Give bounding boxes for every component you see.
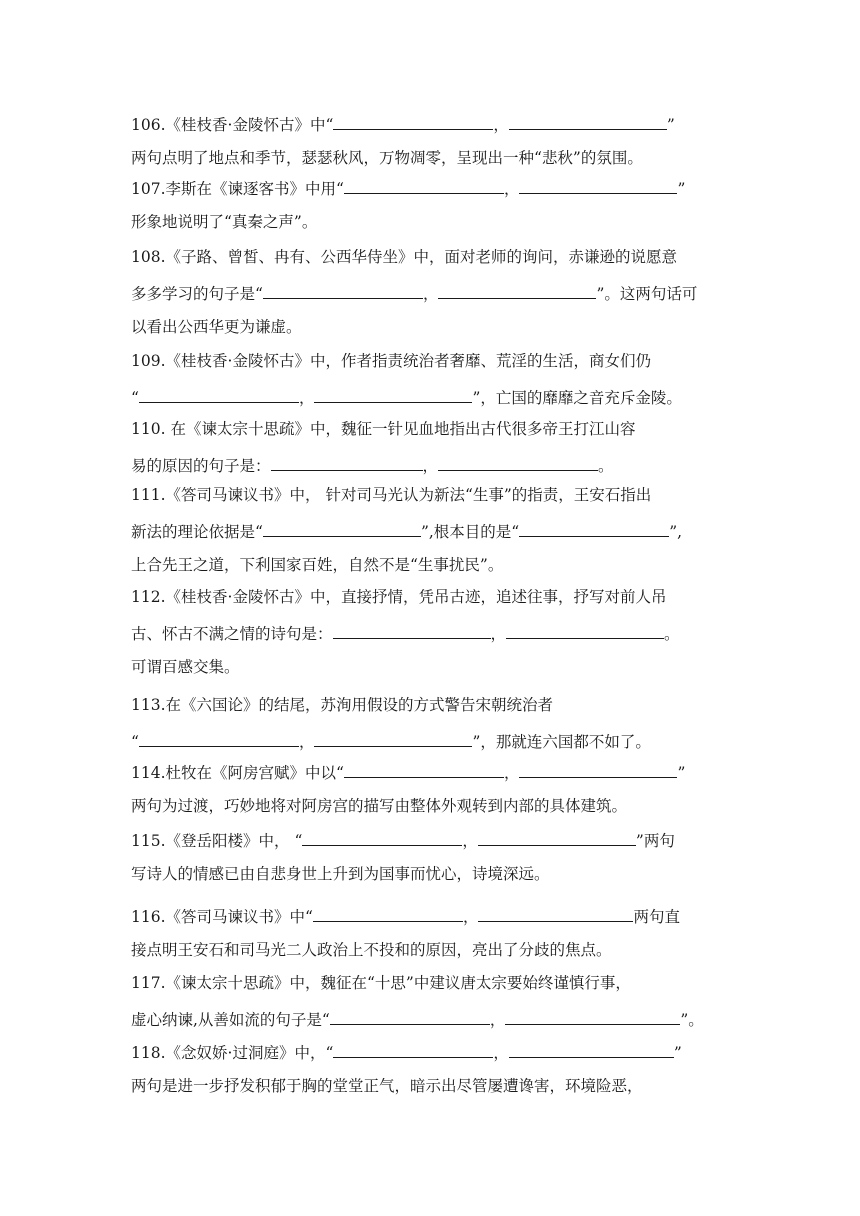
- question-line: [131, 797, 756, 816]
- answer-blank[interactable]: [438, 283, 596, 299]
- question-line: [131, 387, 756, 406]
- question-line: [131, 486, 756, 505]
- question-text: 上合先王之道，下利国家百姓，自然不是“生事扰民”。: [131, 556, 504, 574]
- answer-blank[interactable]: [302, 830, 462, 846]
- question-text: ”: [677, 764, 686, 782]
- question-text: ”两句: [635, 832, 675, 850]
- question-112: [131, 588, 756, 693]
- question-text: 两句点明了地点和季节，瑟瑟秋风，万物凋零，呈现出一种“悲秋”的氛围。: [131, 149, 643, 167]
- question-text: ”。这两句话可: [596, 285, 698, 303]
- question-text: 以看出公西华更为谦虚。: [131, 318, 302, 336]
- question-line: [131, 974, 756, 993]
- question-text: ”,根本目的是“: [420, 523, 520, 541]
- answer-blank[interactable]: [263, 283, 423, 299]
- question-text: 117.《谏太宗十思疏》中，魏征在“十思”中建议唐太宗要始终谨慎行事，: [131, 974, 631, 992]
- question-line: [131, 248, 756, 267]
- question-text: ，: [462, 832, 478, 850]
- question-text: 114.杜牧在《阿房宫赋》中以“: [131, 764, 344, 782]
- question-line: [131, 178, 756, 197]
- question-text: 112.《桂枝香·金陵怀古》中，直接抒情，凭吊古迹，追述往事，抒写对前人吊: [131, 588, 667, 606]
- question-text: 多多学习的句子是“: [131, 285, 263, 303]
- question-line: [131, 906, 756, 925]
- question-106: [131, 114, 756, 184]
- question-line: [131, 1009, 756, 1028]
- question-line: [131, 318, 756, 337]
- question-text: 写诗人的情感已由自悲身世上升到为国事而忧心，诗境深远。: [131, 865, 550, 883]
- question-line: [131, 658, 756, 677]
- question-line: [131, 455, 756, 474]
- question-text: ”，那就连六国都不如了。: [472, 733, 651, 751]
- question-text: 106.《桂枝香·金陵怀古》中“: [131, 116, 334, 134]
- question-line: [131, 941, 756, 960]
- question-text: ，: [503, 764, 520, 782]
- question-text: 。: [598, 457, 614, 475]
- question-line: [131, 830, 756, 849]
- question-117: [131, 974, 756, 1044]
- question-text: ，: [298, 389, 315, 407]
- question-text: ，: [490, 625, 507, 643]
- question-text: ”: [677, 180, 686, 198]
- question-text: 107.李斯在《谏逐客书》中用“: [131, 180, 344, 198]
- answer-blank[interactable]: [314, 387, 472, 403]
- question-line: [131, 556, 756, 575]
- question-text: 113.在《六国论》的结尾，苏洵用假设的方式警告宋朝统治者: [131, 696, 554, 714]
- question-text: ”，亡国的靡靡之音充斥金陵。: [472, 389, 682, 407]
- question-text: ，: [493, 116, 509, 134]
- question-107: [131, 178, 756, 248]
- question-115: [131, 830, 756, 900]
- question-text: 虚心纳谏,从善如流的句子是“: [131, 1011, 330, 1029]
- question-text: 形象地说明了“真秦之声”。: [131, 213, 318, 231]
- question-text: ，: [422, 285, 439, 303]
- answer-blank[interactable]: [333, 1042, 493, 1058]
- question-110: [131, 420, 756, 490]
- question-text: 两句为过渡，巧妙地将对阿房宫的描写由整体外观转到内部的具体建筑。: [131, 797, 628, 815]
- question-line: [131, 865, 756, 884]
- question-111: [131, 486, 756, 591]
- answer-blank[interactable]: [271, 455, 423, 471]
- answer-blank[interactable]: [263, 521, 421, 537]
- answer-blank[interactable]: [519, 178, 677, 194]
- question-text: “: [131, 389, 139, 407]
- question-text: ，: [462, 908, 479, 926]
- answer-blank[interactable]: [509, 1042, 674, 1058]
- question-109: [131, 352, 756, 422]
- question-114: [131, 762, 756, 832]
- answer-blank[interactable]: [519, 762, 677, 778]
- question-text: ，: [489, 1011, 506, 1029]
- question-text: 108.《子路、曾皙、冉有、公西华侍坐》中，面对老师的询问，赤谦逊的说愿意: [131, 248, 678, 266]
- question-text: 118.《念奴娇·过洞庭》中，“: [131, 1044, 334, 1062]
- question-118: [131, 1042, 756, 1112]
- answer-blank[interactable]: [509, 114, 667, 130]
- question-line: [131, 149, 756, 168]
- question-text: 110. 在《谏太宗十思疏》中，魏征一针见血地指出古代很多帝王打江山容: [131, 420, 636, 438]
- question-text: “: [131, 733, 139, 751]
- answer-blank[interactable]: [438, 455, 598, 471]
- question-113: [131, 696, 756, 766]
- question-line: [131, 420, 756, 439]
- question-116: [131, 906, 756, 976]
- question-text: 115.《登岳阳楼》中， “: [131, 832, 303, 850]
- question-108: [131, 248, 756, 353]
- question-text: 116.《答司马谏议书》中“: [131, 908, 313, 926]
- question-line: [131, 762, 756, 781]
- question-text: ，: [422, 457, 439, 475]
- question-text: ”: [673, 1044, 682, 1062]
- answer-blank[interactable]: [519, 521, 669, 537]
- question-text: 。: [664, 625, 680, 643]
- question-line: [131, 283, 756, 302]
- question-line: [131, 114, 756, 133]
- question-line: [131, 731, 756, 750]
- question-line: [131, 1077, 756, 1096]
- question-text: 两句直: [633, 908, 680, 926]
- answer-blank[interactable]: [344, 762, 504, 778]
- question-line: [131, 623, 756, 642]
- answer-blank[interactable]: [478, 830, 636, 846]
- question-text: 109.《桂枝香·金陵怀古》中，作者指责统治者奢靡、荒淫的生活，商女们仍: [131, 352, 651, 370]
- question-text: 新法的理论依据是“: [131, 523, 263, 541]
- question-text: 古、怀古不满之情的诗句是：: [131, 625, 333, 643]
- answer-blank[interactable]: [506, 623, 664, 639]
- question-text: 111.《答司马谏议书》中， 针对司马光认为新法“生事”的指责，王安石指出: [131, 486, 652, 504]
- question-text: 易的原因的句子是：: [131, 457, 271, 475]
- question-text: 接点明王安石和司马光二人政治上不投和的原因，亮出了分歧的焦点。: [131, 941, 612, 959]
- answer-blank[interactable]: [139, 387, 299, 403]
- answer-blank[interactable]: [344, 178, 504, 194]
- question-line: [131, 213, 756, 232]
- answer-blank[interactable]: [313, 906, 463, 922]
- question-line: [131, 1042, 756, 1061]
- question-text: ，: [298, 733, 315, 751]
- question-text: ，: [503, 180, 520, 198]
- answer-blank[interactable]: [314, 731, 472, 747]
- question-text: 两句是进一步抒发积郁于胸的堂堂正气，暗示出尽管屡遭谗害，环境险恶，: [131, 1077, 643, 1095]
- answer-blank[interactable]: [333, 623, 491, 639]
- answer-blank[interactable]: [505, 1009, 680, 1025]
- answer-blank[interactable]: [330, 1009, 490, 1025]
- question-line: [131, 696, 756, 715]
- question-text: ，: [493, 1044, 509, 1062]
- question-text: ”,: [669, 523, 683, 541]
- answer-blank[interactable]: [478, 906, 633, 922]
- question-text: 可谓百感交集。: [131, 658, 240, 676]
- question-line: [131, 588, 756, 607]
- question-text: ”: [666, 116, 675, 134]
- question-line: [131, 352, 756, 371]
- answer-blank[interactable]: [333, 114, 493, 130]
- answer-blank[interactable]: [139, 731, 299, 747]
- question-line: [131, 521, 756, 540]
- question-text: ”。: [680, 1011, 704, 1029]
